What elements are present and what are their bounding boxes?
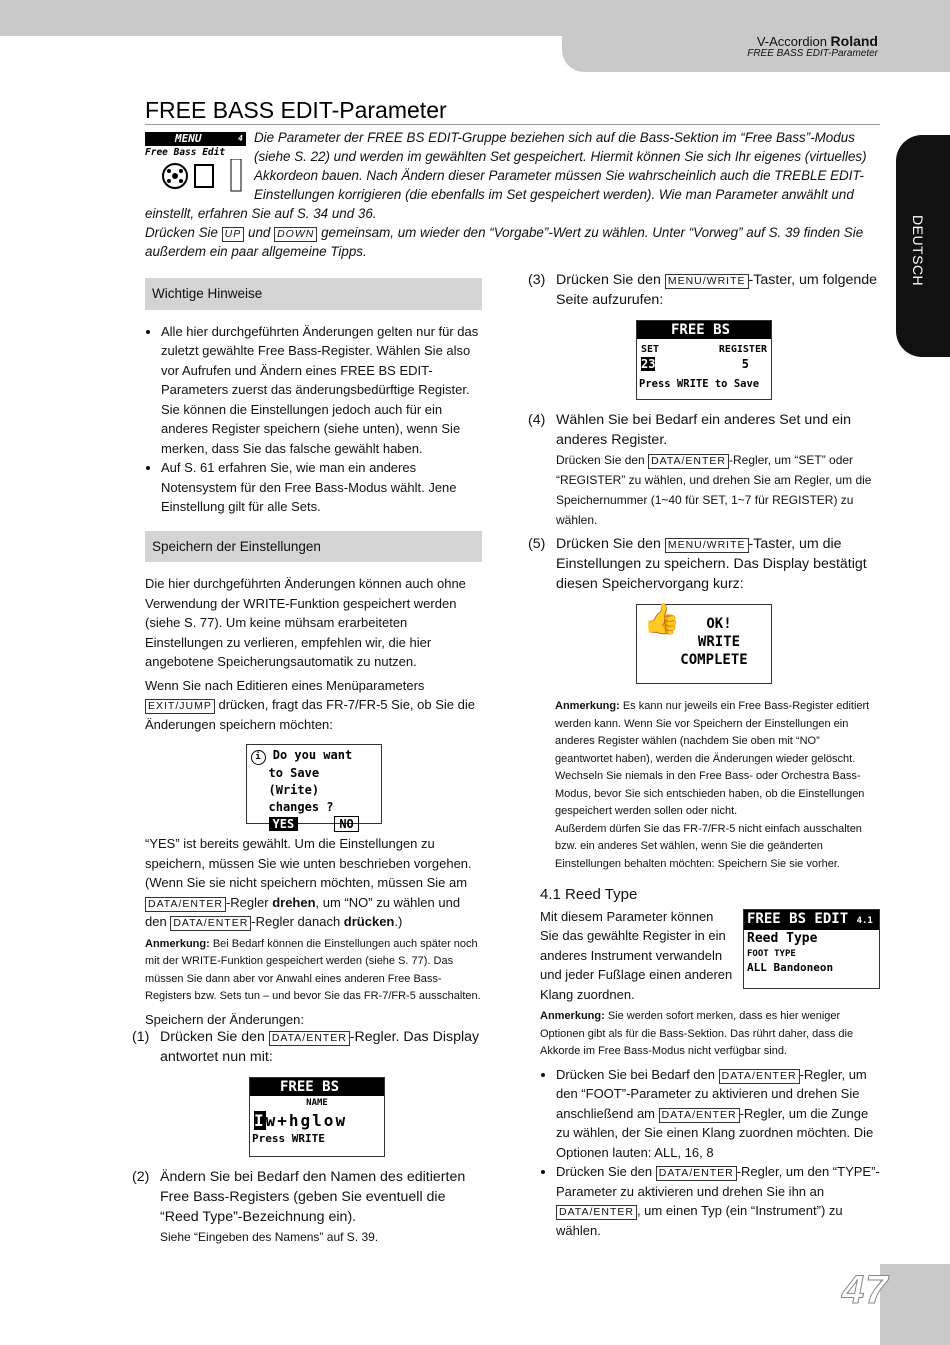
- brand-logo: Roland: [830, 33, 878, 49]
- lcd-set-register: FREE BS SET REGISTER 23 5 Press WRITE to Save: [636, 320, 772, 400]
- accordion-icon: [145, 159, 246, 193]
- section-heading-hinweise: Wichtige Hinweise: [145, 278, 482, 310]
- brand: V-Accordion Roland: [756, 33, 878, 49]
- note: Anmerkung: Es kann nur jeweils ein Free Bass-Register editiert werden kann. Wenn Sie vor Speichern der Einstellungen ein anderes Register wählen (nachdem Sie oben mit “NO” geantwortet haben), werden die Änderungen wieder gelöscht. Wechseln Sie niemals in den Free Bass- oder Orchestra Bass-Modus, bevor Sie sich entschieden haben, ob die Einstellungen gespeichert werden sollen oder nicht. Außerdem dürfen Sie das FR-7/FR-5 nicht einfach ausschalten bzw. ein anderes Set wählen, wenn Sie die geänderten Einstellungen behalten möchten: Speichern Sie sie vorher.: [555, 700, 870, 870]
- list-item: • Drücken Sie den DATA/ENTER -Regler, um den “TYPE”-Parameter zu aktivieren und drehen Sie ihn an DATA/ENTER , um einen Typ (ein “Instrument”) zu wählen.: [556, 1162, 880, 1240]
- page-title: FREE BASS EDIT-Parameter: [145, 97, 447, 123]
- lcd-reed-type: FREE BS EDIT 4.1 Reed Type FOOT TYPE ALL Bandoneon: [743, 909, 880, 989]
- lcd-save-dialog: i Do you want to Save (Write) changes ? YES NO: [246, 744, 382, 824]
- no-option: NO: [334, 816, 358, 832]
- page-number-box: [880, 1264, 950, 1345]
- hinweise-list: [145, 322, 482, 517]
- yes-option: YES: [269, 817, 299, 831]
- note: Anmerkung: Bei Bedarf können die Einstellungen auch später noch mit der WRITE-Funktion gespeichert werden (siehe S. 77). Das müssen Sie dann aber vor Anwahl eines anderen Free Bass-Registers bzw. Sets tun – und bevor Sie das FR-7/FR-5 ausschalten.: [145, 937, 481, 1002]
- header-subtitle: FREE BASS EDIT-Parameter: [747, 48, 878, 59]
- speichern-text-1: Die hier durchgeführten Änderungen können auch ohne Verwendung der WRITE-Funktion gespeichert werden (siehe S. 77). Um keine mühsam erarbeiteten Einstellungen zu verlieren, empfehlen wir, die hier angebotene Speicherungsautomatik zu nutzen.: [145, 576, 466, 669]
- lcd-menu: MENU 4 Free Bass Edit: [145, 132, 246, 194]
- reed-block: [528, 907, 880, 1241]
- section-heading-speichern: Speichern der Einstellungen: [145, 531, 482, 563]
- step-2: (2) Ändern Sie bei Bedarf den Namen des editierten Free Bass-Registers (geben Sie eventuell die “Reed Type”-Bezeichnung ein). Siehe “Eingeben des Namens” auf S. 39.: [132, 1169, 466, 1244]
- key-up: UP: [222, 227, 245, 242]
- info-icon: i: [251, 750, 266, 765]
- list-item: • Auf S. 61 erfahren Sie, wie man ein anderes Notensystem für den Free Bass-Modus wählt. Jene Einstellung gilt für alle Sets.: [161, 458, 482, 517]
- key-exit-jump: EXIT/JUMP: [145, 699, 215, 714]
- key-down: DOWN: [274, 227, 317, 242]
- intro-tip: Drücken Sie UP und DOWN gemeinsam, um wieder den “Vorgabe”-Wert zu wählen. Unter “Vorweg” auf S. 39 finden Sie außerdem ein paar allgemeine Tipps.: [145, 225, 864, 259]
- step-4: (4) Wählen Sie bei Bedarf ein anderes Set und ein anderes Register. Drücken Sie den DATA/ENTER -Regler, um “SET” oder “REGISTER” zu wählen, und drehen Sie am Regler, um die Speichernummer (1~40 für SET, 1~7 für REGISTER) zu wählen.: [528, 412, 872, 527]
- step-5: (5) Drücken Sie den MENU/WRITE -Taster, um die Einstellungen zu speichern. Das Display bestätigt diesen Speichervorgang kurz:: [528, 536, 867, 592]
- thumbs-up-icon: 👍: [643, 602, 681, 637]
- page-number: 47: [842, 1268, 889, 1312]
- note: Anmerkung: Sie werden sofort merken, dass es hier weniger Optionen gibt als für die Bass-Sektion. Das rührt daher, dass die Akkorde im Free Bass-Modus nicht verfügbar sind.: [540, 1010, 854, 1057]
- left-column: [145, 278, 482, 1033]
- reed-text: Mit diesem Parameter können Sie das gewählte Register in ein anderes Instrument verwandeln und jeder Fußlage einen anderen Klang zuordnen.: [540, 908, 733, 1002]
- steps-left: [132, 1027, 482, 1251]
- step-3: (3) Drücken Sie den MENU/WRITE -Taster, um folgende Seite aufzurufen:: [528, 272, 878, 308]
- speichern-text-2: Wenn Sie nach Editieren eines Menüparameters EXIT/JUMP drücken, fragt das FR-7/FR-5 Sie, ob Sie die Änderungen speichern möchten:: [145, 677, 475, 732]
- step-1: (1) Drücken Sie den DATA/ENTER -Regler. Das Display antwortet nun mit:: [132, 1029, 480, 1065]
- speichern-text-4: Speichern der Änderungen:: [145, 1011, 305, 1027]
- reed-list: [540, 1065, 880, 1241]
- section-heading-reed-type: 4.1 Reed Type: [540, 886, 638, 903]
- intro: [145, 128, 873, 261]
- divider: [145, 124, 880, 125]
- list-item: • Alle hier durchgeführten Änderungen gelten nur für das zuletzt gewählte Free Bass-Register. Wählen Sie also vor Aufrufen und Ändern eines FREE BS EDIT-Parameters zuerst das änderungsbedürftige Register. Sie können die Einstellungen jedoch auch für ein anderes Register speichern (siehe unten), wenn Sie merken, dass Sie das falsche gewählt haben.: [161, 322, 482, 459]
- intro-text: Die Parameter der FREE BS EDIT-Gruppe beziehen sich auf die Bass-Sektion im “Free Bass”-Modus (siehe S. 22) und werden im gewählten Set gespeichert. Hiermit können Sie sich Ihr eigenes (virtuelles) Akkordeon bauen. Nach Ändern dieser Parameter müssen Sie wahrscheinlich auch die TREBLE EDIT-Einstellungen korrigieren (die ebenfalls im Set gespeichert werden). Wie man Parameter anwählt und einstellt, erfahren Sie auf S. 34 und 36.: [145, 130, 867, 221]
- list-item: • Drücken Sie bei Bedarf den DATA/ENTER -Regler, um den “FOOT”-Parameter zu aktivieren und drehen Sie anschließend am DATA/ENTER -Regler, um die Zunge zu wählen, der Sie einen Klang zuordnen möchten. Die Optionen lauten: ALL, 16, 8: [556, 1065, 880, 1163]
- language-tab: DEUTSCH: [896, 135, 950, 357]
- lcd-write-complete: 👍 OK! WRITE COMPLETE: [636, 604, 772, 684]
- speichern-text-3: “YES” ist bereits gewählt. Um die Einstellungen zu speichern, müssen Sie wie unten beschrieben vorgehen. (Wenn Sie sie nicht speichern möchten, müssen Sie am DATA/ENTER -Regler drehen, um “NO” zu wählen und den DATA/ENTER -Regler danach drücken.): [145, 836, 472, 929]
- lcd-name: FREE BS NAME Iw+hglow Press WRITE: [249, 1077, 385, 1157]
- right-column: [528, 270, 880, 1240]
